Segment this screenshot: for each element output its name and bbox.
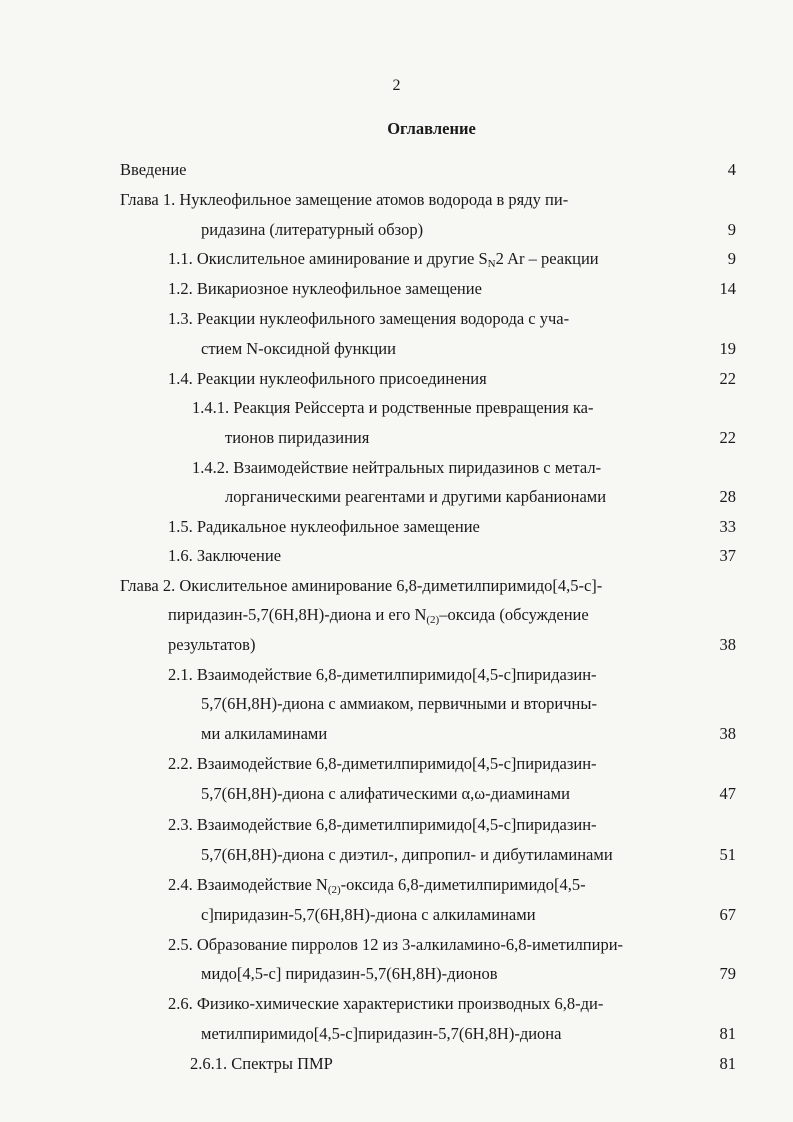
toc-entry-chapter-2-cont [168,605,589,625]
page-number: 2 [392,77,401,94]
toc-entry-chapter-2-cont2: результатов) [168,635,256,654]
toc-entry-2-5: 2.5. Образование пирролов 12 из 3-алкиламино-6,8-иметилпири- [168,935,624,954]
toc-entry-2-1-cont2: ми алкиламинами [201,724,328,743]
toc-entry-2-1: 2.1. Взаимодействие 6,8-диметилпиримидо[4,5-с]пиридазин- [168,665,597,684]
toc-entry-text: -оксида 6,8-диметилпиримидо[4,5- [340,875,586,894]
toc-entry-chapter-1: Глава 1. Нуклеофильное замещение атомов водорода в ряду пи- [120,190,569,209]
toc-entry-text: пиридазин-5,7(6Н,8Н)-диона и его N [168,605,427,624]
toc-entry-1-5: 1.5. Радикальное нуклеофильное замещение [168,517,480,536]
toc-entry-text: 1.1. Окислительное аминирование и другие S [168,249,488,268]
toc-entry-1-4: 1.4. Реакции нуклеофильного присоединения [168,369,487,388]
toc-entry-1-4-2-cont: лорганическими реагентами и другими карбанионами [225,487,607,506]
toc-entry-1-4-1: 1.4.1. Реакция Рейссерта и родственные превращения ка- [192,398,594,417]
toc-entry-1-1 [168,249,599,269]
toc-page-number: 9 [727,220,736,239]
toc-entry-2-2-cont: 5,7(6Н,8Н)-диона с алифатическими α,ω-диаминами [201,784,570,803]
toc-entry-chapter-1-cont: ридазина (литературный обзор) [201,220,424,239]
toc-page-number: 14 [719,279,736,298]
toc-page-number: 79 [719,964,736,983]
toc-page-number: 33 [719,517,736,536]
toc-entry-text: 2 Ar – реакции [495,249,599,268]
toc-page-number: 47 [719,784,736,803]
toc-page-number: 81 [719,1024,736,1043]
toc-page-number: 37 [719,546,736,565]
toc-entry-subscript: N [487,258,496,270]
toc-entry-chapter-2: Глава 2. Окислительное аминирование 6,8-диметилпиримидо[4,5-с]- [120,576,603,595]
toc-entry-2-1-cont: 5,7(6Н,8Н)-диона с аммиаком, первичными и вторичны- [201,694,597,713]
toc-entry-2-2: 2.2. Взаимодействие 6,8-диметилпиримидо[4,5-с]пиридазин- [168,754,597,773]
toc-entry-2-4-cont: с]пиридазин-5,7(6Н,8Н)-диона с алкиламинами [201,905,536,924]
toc-page-number: 81 [719,1054,736,1073]
toc-page-number: 9 [727,249,736,268]
toc-entry-2-3: 2.3. Взаимодействие 6,8-диметилпиримидо[4,5-с]пиридазин- [168,815,597,834]
toc-entry-2-6: 2.6. Физико-химические характеристики производных 6,8-ди- [168,994,604,1013]
toc-entry-1-3-cont: стием N-оксидной функции [201,339,396,358]
toc-page-number: 22 [719,428,736,447]
toc-page-number: 22 [719,369,736,388]
toc-entry-text: 2.4. Взаимодействие N [168,875,328,894]
toc-entry-subscript: (2) [327,884,341,896]
toc-page-number: 51 [719,845,736,864]
toc-page-number: 28 [719,487,736,506]
toc-title: Оглавление [387,119,476,138]
toc-entry-text: –оксида (обсуждение [439,605,589,624]
toc-entry-2-6-1: 2.6.1. Спектры ПМР [190,1054,333,1073]
toc-page-number: 38 [719,724,736,743]
toc-page-number: 38 [719,635,736,654]
toc-entry-1-2: 1.2. Викариозное нуклеофильное замещение [168,279,482,298]
toc-entry-1-4-2: 1.4.2. Взаимодействие нейтральных пиридазинов с метал- [192,458,602,477]
toc-entry-2-3-cont: 5,7(6Н,8Н)-диона с диэтил-, дипропил- и дибутиламинами [201,845,613,864]
toc-entry-intro: Введение [120,160,187,179]
toc-entry-1-6: 1.6. Заключение [168,546,282,565]
toc-page-number: 19 [719,339,736,358]
toc-entry-2-4 [168,875,586,895]
toc-page-number: 67 [719,905,736,924]
toc-page-number: 4 [727,160,736,179]
toc-entry-1-3: 1.3. Реакции нуклеофильного замещения водорода с уча- [168,309,570,328]
toc-entry-2-5-cont: мидо[4,5-с] пиридазин-5,7(6Н,8Н)-дионов [201,964,498,983]
toc-entry-2-6-cont: метилпиримидо[4,5-с]пиридазин-5,7(6Н,8Н)-диона [201,1024,562,1043]
toc-entry-1-4-1-cont: тионов пиридазиния [225,428,370,447]
toc-entry-subscript: (2) [426,614,440,626]
